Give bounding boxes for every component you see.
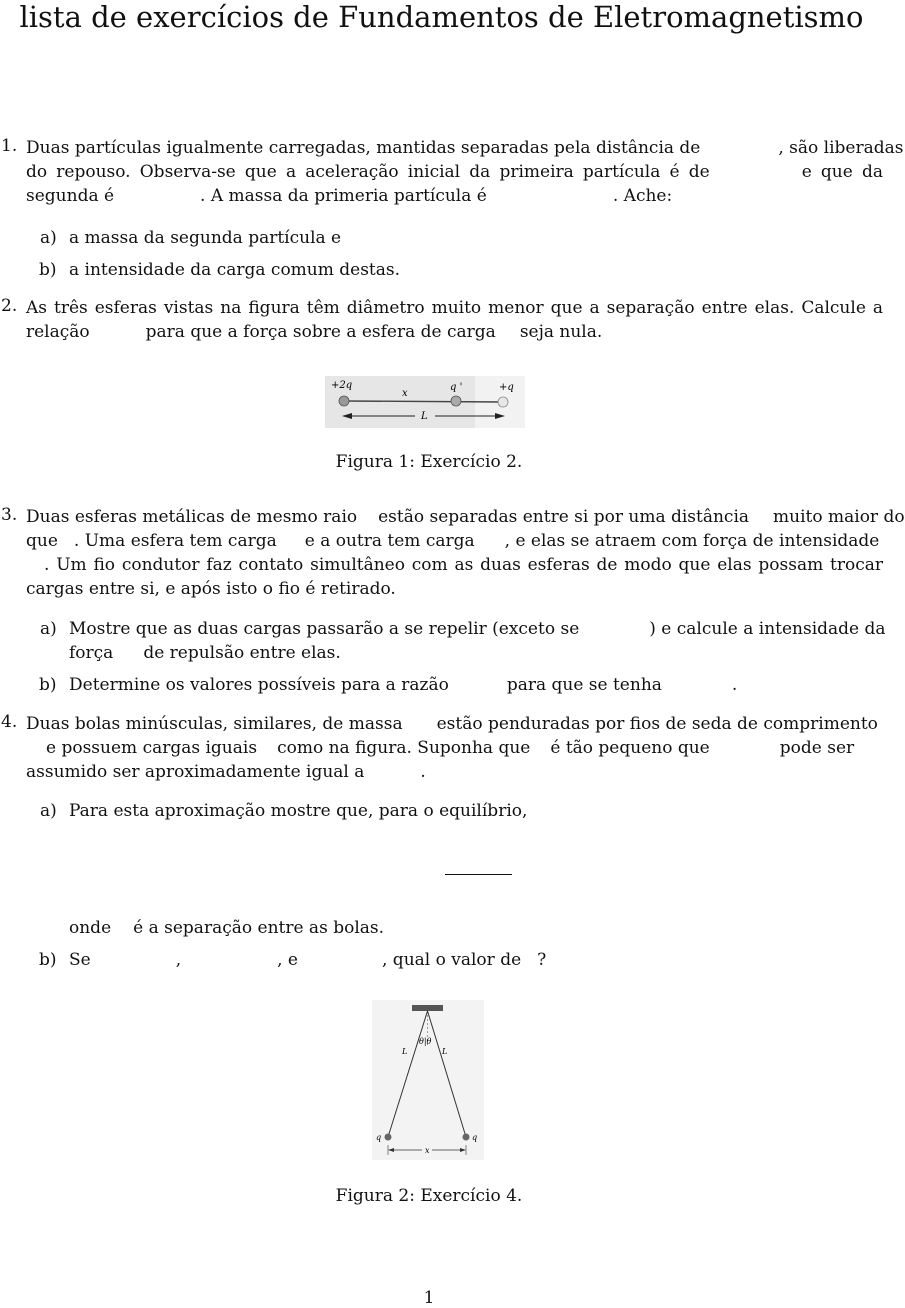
page-number: 1 bbox=[423, 1288, 435, 1308]
question-number: 1. bbox=[1, 136, 18, 156]
question-text: Duas esferas metálicas de mesmo raio estão separadas entre si por uma distância muito maior do que . Uma esfera tem carga e a outra tem carga , e elas se atraem com força de intensidade . Um fio condutor faz contato simultâneo com as duas esferas de modo que elas possam trocar cargas entre si, e após isto o fio é retirado. bbox=[26, 507, 905, 599]
question-number: 4. bbox=[1, 712, 18, 732]
figure-2-caption: Figura 2: Exercício 4. bbox=[335, 1186, 523, 1206]
label-2q: +2q bbox=[331, 380, 353, 391]
label-q-right: q bbox=[472, 1133, 478, 1142]
question-number: 2. bbox=[1, 296, 18, 316]
page-title: lista de exercícios de Fundamentos de Eletromagnetismo bbox=[19, 0, 864, 34]
label-L: L bbox=[421, 411, 428, 422]
label-x: x bbox=[402, 388, 408, 399]
label-L-left: L bbox=[402, 1047, 408, 1056]
sphere-2q bbox=[339, 396, 349, 406]
figure-2-pendulum bbox=[372, 1000, 484, 1160]
question-text: As três esferas vistas na figura têm diâmetro muito menor que a separação entre elas. Calcule a relação para que a força sobre a esfera de carga seja nula. bbox=[26, 298, 883, 342]
label-q-prime: q ' bbox=[450, 382, 463, 393]
question-text: Duas bolas minúsculas, similares, de massa estão penduradas por fios de seda de comprimento e possuem cargas iguais como na figura. Suponha que é tão pequeno que pode ser assumido ser aproximadamente igual a . bbox=[26, 714, 878, 782]
label-x: x bbox=[425, 1146, 430, 1155]
label-L-right: L bbox=[442, 1047, 448, 1056]
question-text: Duas partículas igualmente carregadas, mantidas separadas pela distância de , são liberadas do repouso. Observa-se que a aceleração inicial da primeira partícula é de e que da segunda é . A massa da primeria partícula é . Ache: bbox=[26, 138, 904, 206]
question-number: 3. bbox=[1, 505, 18, 525]
ball-right bbox=[463, 1134, 470, 1141]
sphere-q-prime bbox=[451, 396, 461, 406]
ball-left bbox=[385, 1134, 392, 1141]
figure-1-charges bbox=[325, 376, 525, 428]
support-bar bbox=[412, 1005, 443, 1011]
figure-1-caption: Figura 1: Exercício 2. bbox=[335, 452, 523, 472]
sphere-q bbox=[498, 397, 508, 407]
label-q-left: q bbox=[376, 1133, 382, 1142]
equation-fraction-bar bbox=[445, 874, 512, 875]
label-q: +q bbox=[499, 382, 514, 393]
label-theta: θ|θ bbox=[419, 1037, 432, 1046]
